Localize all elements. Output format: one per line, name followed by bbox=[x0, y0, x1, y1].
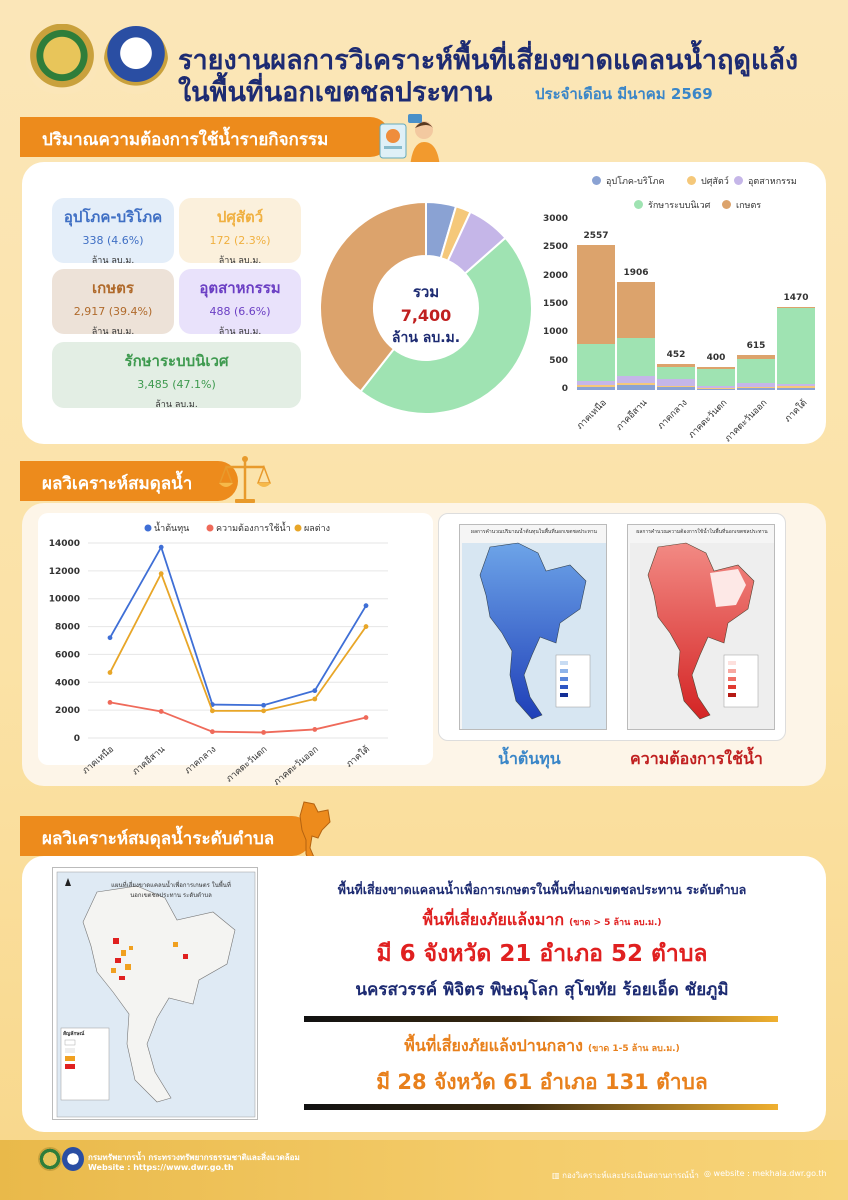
line-y-tick: 12000 bbox=[48, 566, 80, 577]
high-risk-note: (ขาด > 5 ล้าน ลบ.ม.) bbox=[569, 918, 662, 928]
demand-map-title: ผลการคำนวณความต้องการใช้น้ำในพื้นที่นอกเขตชลประทาน bbox=[636, 529, 768, 535]
bar-total-label: 400 bbox=[706, 353, 726, 364]
mid-risk-note: (ขาด 1-5 ล้าน ลบ.ม.) bbox=[588, 1044, 680, 1054]
footer-org: กรมทรัพยากรน้ำ กระทรวงทรัพยากรธรรมชาติและสิ่งแวดล้อม bbox=[88, 1153, 300, 1162]
footer-seal-logo bbox=[38, 1147, 62, 1171]
line-point bbox=[364, 603, 369, 608]
balance-scale-icon bbox=[218, 455, 272, 505]
line-legend-marker bbox=[295, 525, 302, 532]
line-legend-marker bbox=[145, 525, 152, 532]
line-x-label: ภาคกลาง bbox=[183, 744, 219, 777]
legend-livestock: ปศุสัตว์ bbox=[687, 174, 729, 188]
line-point bbox=[159, 709, 164, 714]
use-value: 488 (6.6%) bbox=[209, 305, 271, 318]
water-balance-line-chart bbox=[38, 513, 433, 788]
bar-y-tick: 1000 bbox=[542, 327, 568, 338]
line-point bbox=[210, 708, 215, 713]
bar-segment bbox=[697, 367, 735, 369]
footer-website[interactable]: Website : https://www.dwr.go.th bbox=[88, 1163, 234, 1172]
donut-total-label: รวม bbox=[412, 283, 440, 301]
line-point bbox=[108, 700, 113, 705]
section1-title: ปริมาณความต้องการใช้น้ำรายกิจกรรม bbox=[42, 130, 329, 150]
line-x-label: ภาคอีสาน bbox=[130, 744, 168, 778]
use-unit: ล้าน ลบ.ม. bbox=[91, 327, 135, 337]
line-y-tick: 14000 bbox=[48, 539, 80, 549]
line-point bbox=[261, 708, 266, 713]
bar-segment bbox=[697, 369, 735, 385]
high-risk-label: พื้นที่เสี่ยงภัยแล้งมาก bbox=[422, 910, 565, 929]
line-y-tick: 6000 bbox=[54, 650, 80, 661]
bar-segment bbox=[737, 355, 775, 359]
use-name: รักษาระบบนิเวศ bbox=[124, 352, 229, 370]
bar-segment bbox=[697, 389, 735, 390]
bar-segment bbox=[777, 388, 815, 390]
use-name: เกษตร bbox=[92, 279, 134, 297]
subdistrict-card bbox=[22, 856, 826, 1132]
section2-banner bbox=[20, 461, 238, 501]
water-balance-card bbox=[22, 503, 826, 786]
bar-segment bbox=[577, 245, 615, 344]
line-point bbox=[364, 624, 369, 629]
donut-total-value: 7,400 bbox=[400, 306, 452, 325]
legend-industry: อุตสาหกรรม bbox=[734, 174, 797, 188]
use-box-ecosystem bbox=[52, 342, 301, 408]
bar-segment bbox=[697, 388, 735, 389]
line-series-1 bbox=[110, 702, 366, 732]
footer-dwr-logo bbox=[62, 1147, 84, 1171]
line-legend-label: ผลต่าง bbox=[304, 524, 331, 534]
section3-banner bbox=[20, 816, 312, 856]
use-box-agriculture bbox=[52, 269, 174, 337]
bar-x-label: ภาคกลาง bbox=[655, 398, 690, 432]
line-point bbox=[159, 545, 164, 550]
bar-segment bbox=[737, 359, 775, 383]
bar-total-label: 1470 bbox=[783, 292, 809, 303]
bar-segment bbox=[657, 387, 695, 390]
bar-total-label: 1906 bbox=[623, 267, 649, 278]
high-risk-count: มี 6 จังหวัด 21 อำเภอ 52 ตำบล bbox=[376, 941, 708, 967]
line-point bbox=[108, 635, 113, 640]
report-title-line2: ในพื้นที่นอกเขตชลประทาน bbox=[178, 77, 493, 108]
line-point bbox=[261, 730, 266, 735]
bar-x-label: ภาคใต้ bbox=[782, 398, 810, 425]
line-x-label: ภาคตะวันออก bbox=[272, 744, 321, 788]
dwr-logo bbox=[104, 26, 168, 94]
line-point bbox=[312, 697, 317, 702]
bar-y-tick: 2500 bbox=[542, 242, 568, 253]
section2-title: ผลวิเคราะห์สมดุลน้ำ bbox=[42, 474, 193, 494]
bar-segment bbox=[617, 383, 655, 385]
maps-panel bbox=[438, 513, 786, 741]
mid-risk-count: มี 28 จังหวัด 61 อำเภอ 131 ตำบล bbox=[376, 1070, 708, 1094]
supply-map-label: น้ำต้นทุน bbox=[498, 749, 561, 768]
use-value: 2,917 (39.4%) bbox=[73, 305, 153, 318]
line-y-tick: 0 bbox=[73, 734, 80, 744]
use-name: อุปโภค-บริโภค bbox=[63, 208, 163, 226]
bar-segment bbox=[577, 387, 615, 390]
use-box-consumption bbox=[52, 198, 174, 266]
line-point bbox=[108, 670, 113, 675]
subdistrict-map-legend-title: สัญลักษณ์ bbox=[63, 1031, 85, 1037]
bar-segment bbox=[697, 386, 735, 388]
mid-risk-label: พื้นที่เสี่ยงภัยแล้งปานกลาง bbox=[404, 1036, 583, 1055]
bar-x-label: ภาคอีสาน bbox=[614, 398, 650, 433]
use-name: ปศุสัตว์ bbox=[216, 208, 264, 226]
bar-x-label: ภาคตะวันตก bbox=[686, 398, 730, 441]
bar-segment bbox=[617, 376, 655, 383]
use-box-industry bbox=[179, 269, 301, 337]
use-box-livestock bbox=[179, 198, 301, 266]
line-point bbox=[261, 703, 266, 708]
subdistrict-heading: พื้นที่เสี่ยงขาดแคลนน้ำเพื่อการเกษตรในพื้นที่นอกเขตชลประทาน ระดับตำบล bbox=[337, 882, 747, 897]
bar-segment bbox=[777, 386, 815, 387]
subdistrict-map-title: แผนที่เสี่ยงขาดแคลนน้ำเพื่อการเกษตร ในพื้นที่นอกเขตชลประทาน ระดับตำบล bbox=[111, 882, 231, 899]
supply-map-title: ผลการคำนวณปริมาณน้ำต้นทุนในพื้นที่นอกเขตชลประทาน bbox=[471, 529, 597, 535]
bar-total-label: 615 bbox=[746, 341, 766, 352]
divider-line bbox=[304, 1104, 778, 1110]
footer-site2[interactable]: ◎ website : mekhala.dwr.go.th bbox=[704, 1169, 827, 1178]
line-point bbox=[210, 729, 215, 734]
footer-division: ▥ กองวิเคราะห์และประเมินสถานการณ์น้ำ bbox=[552, 1171, 699, 1180]
bar-segment bbox=[657, 364, 695, 367]
bar-segment bbox=[737, 383, 775, 387]
government-seal-logo bbox=[26, 24, 98, 94]
section3-title: ผลวิเคราะห์สมดุลน้ำระดับตำบล bbox=[42, 829, 275, 849]
bar-x-label: ภาคเหนือ bbox=[575, 398, 610, 432]
line-point bbox=[312, 727, 317, 732]
bar-segment bbox=[657, 379, 695, 386]
use-value: 172 (2.3%) bbox=[209, 234, 271, 247]
donut-center bbox=[368, 280, 484, 349]
bar-segment bbox=[577, 385, 615, 387]
regional-demand-bar-chart bbox=[532, 212, 822, 445]
line-x-label: ภาคเหนือ bbox=[80, 744, 116, 777]
legend-agriculture: เกษตร bbox=[722, 198, 761, 212]
high-risk-heading bbox=[272, 908, 812, 933]
bar-segment bbox=[577, 381, 615, 386]
use-unit: ล้าน ลบ.ม. bbox=[218, 327, 262, 337]
divider-line bbox=[304, 1016, 778, 1022]
bar-y-tick: 1500 bbox=[542, 299, 568, 309]
line-x-label: ภาคใต้ bbox=[344, 744, 372, 770]
use-unit: ล้าน ลบ.ม. bbox=[155, 400, 198, 410]
use-unit: ล้าน ลบ.ม. bbox=[218, 256, 262, 266]
bar-segment bbox=[777, 384, 815, 386]
supply-map bbox=[459, 524, 607, 730]
use-name: อุตสาหกรรม bbox=[199, 279, 281, 297]
use-value: 3,485 (47.1%) bbox=[137, 378, 216, 391]
high-risk-provinces: นครสวรรค์ พิจิตร พิษณุโลก สุโขทัย ร้อยเอ็ด ชัยภูมิ bbox=[355, 980, 729, 1000]
line-legend-marker bbox=[207, 525, 214, 532]
bar-segment bbox=[737, 387, 775, 388]
demand-map bbox=[627, 524, 775, 730]
bar-segment bbox=[577, 344, 615, 381]
bar-segment bbox=[777, 307, 815, 309]
line-series-2 bbox=[110, 574, 366, 711]
bar-y-tick: 500 bbox=[549, 355, 568, 366]
bar-y-tick: 2000 bbox=[542, 270, 568, 281]
line-x-label: ภาคตะวันตก bbox=[224, 744, 270, 785]
bar-segment bbox=[657, 386, 695, 388]
line-point bbox=[159, 571, 164, 576]
bar-segment bbox=[737, 388, 775, 390]
line-y-tick: 4000 bbox=[54, 678, 80, 689]
line-point bbox=[364, 715, 369, 720]
line-y-tick: 2000 bbox=[54, 706, 80, 717]
bar-y-tick: 3000 bbox=[542, 214, 568, 224]
globe-icon: ◎ bbox=[704, 1169, 714, 1178]
line-point bbox=[312, 688, 317, 693]
report-title-line1: รายงานผลการวิเคราะห์พื้นที่เสี่ยงขาดแคลนน้ำฤดูแล้ง bbox=[178, 45, 799, 76]
water-demand-card bbox=[22, 162, 826, 444]
subdistrict-risk-map bbox=[52, 867, 258, 1120]
legend-ecosystem: รักษาระบบนิเวศ bbox=[634, 198, 710, 212]
use-unit: ล้าน ลบ.ม. bbox=[91, 256, 135, 266]
mid-risk-heading bbox=[272, 1034, 812, 1059]
line-legend-label: น้ำต้นทุน bbox=[154, 524, 190, 534]
line-y-tick: 10000 bbox=[48, 594, 80, 605]
bar-x-label: ภาคตะวันออก bbox=[723, 398, 770, 445]
bar-total-label: 2557 bbox=[583, 231, 609, 242]
line-y-tick: 8000 bbox=[54, 622, 80, 633]
report-month: ประจำเดือน มีนาคม 2569 bbox=[535, 85, 713, 103]
bar-total-label: 452 bbox=[666, 350, 686, 361]
division-icon: ▥ bbox=[552, 1171, 563, 1180]
bar-y-tick: 0 bbox=[561, 384, 568, 394]
legend-consumption: อุปโภค-บริโภค bbox=[592, 174, 665, 188]
demand-map-label: ความต้องการใช้น้ำ bbox=[630, 749, 763, 768]
donut-total-unit: ล้าน ลบ.ม. bbox=[391, 330, 461, 346]
bar-segment bbox=[657, 367, 695, 379]
bar-segment bbox=[617, 338, 655, 376]
bar-segment bbox=[777, 308, 815, 384]
bar-segment bbox=[617, 385, 655, 390]
line-legend-label: ความต้องการใช้น้ำ bbox=[216, 524, 291, 534]
section1-banner bbox=[20, 117, 390, 157]
bar-segment bbox=[617, 282, 655, 338]
use-value: 338 (4.6%) bbox=[82, 234, 144, 247]
